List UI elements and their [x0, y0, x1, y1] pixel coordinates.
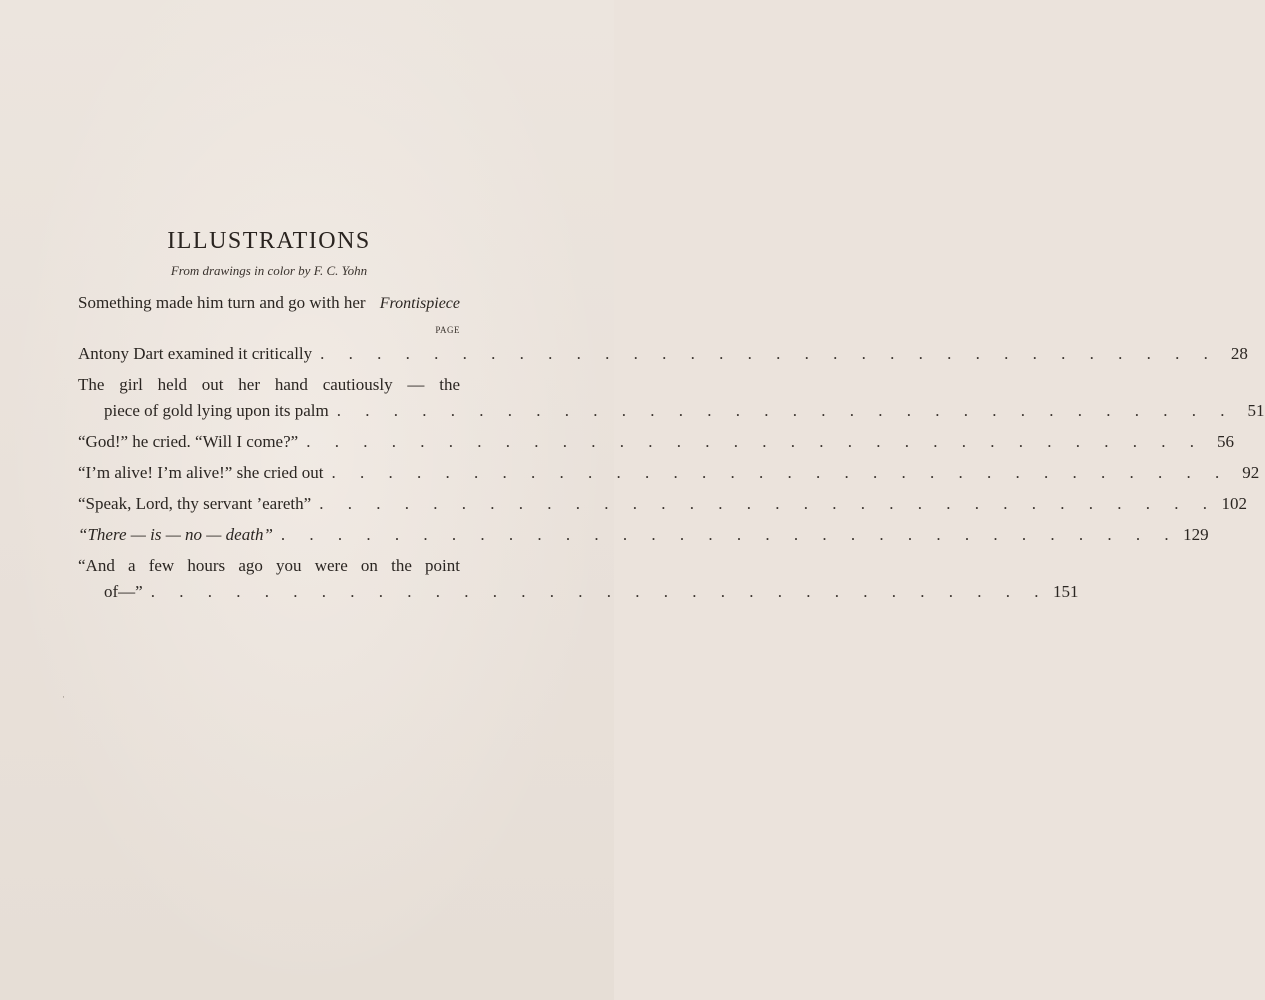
- page-title: ILLUSTRATIONS: [167, 228, 371, 254]
- illustration-caption: “Speak, Lord, thy servant ’eareth”: [78, 494, 312, 513]
- dot-leader: . . . . . . . . . . . . . . . . . . . . . . . . . . . . . . . .: [319, 494, 1217, 513]
- dot-leader: . . . . . . . . . . . . . . . . . . . . . . . . . . . . . . . .: [306, 432, 1204, 451]
- frontispiece-label: Frontispiece: [379, 295, 460, 312]
- list-item: [78, 553, 1079, 605]
- list-item: [78, 491, 1247, 517]
- page-number: 56: [1216, 432, 1234, 451]
- dot-leader: . . . . . . . . . . . . . . . . . . . . . . . . . . . . . . . .: [336, 401, 1235, 420]
- list-item: [78, 429, 1234, 455]
- list-item: [78, 341, 1248, 367]
- dot-leader: . . . . . . . . . . . . . . . . . . . . . . . . . . . . . . . .: [150, 582, 1049, 601]
- list-item: [78, 460, 1260, 486]
- illustration-list: [78, 341, 1265, 605]
- illustration-caption: “I’m alive! I’m alive!” she cried out: [78, 463, 324, 482]
- dot-leader: . . . . . . . . . . . . . . . . . . . . . . . . . . . . . . . .: [331, 463, 1230, 482]
- page-number: 92: [1242, 463, 1260, 482]
- illustration-caption-line2: of—”: [104, 582, 143, 601]
- illustration-caption: “God!” he cried. “Will I come?”: [78, 432, 299, 451]
- page-number: 129: [1183, 525, 1209, 544]
- page-number: 28: [1230, 344, 1248, 363]
- list-item: [78, 372, 1265, 424]
- page-number: 102: [1221, 494, 1247, 513]
- list-item: [78, 522, 1209, 548]
- illustration-caption: Antony Dart examined it critically: [78, 344, 313, 363]
- dot-leader: . . . . . . . . . . . . . . . . . . . . . . . . . . . . . . . .: [280, 525, 1179, 544]
- illustrations-list-section: [78, 228, 1265, 610]
- paper-speck: ·: [62, 692, 65, 702]
- page-column-label: PAGE: [435, 325, 460, 335]
- frontispiece-entry: [78, 293, 460, 313]
- page-subtitle: From drawings in color by F. C. Yohn: [170, 263, 368, 278]
- illustration-caption-line2: piece of gold lying upon its palm: [104, 401, 329, 420]
- illustration-caption: “There — is — no — death”: [78, 525, 273, 544]
- illustration-caption-line1: The girl held out her hand cautiously — the: [78, 375, 460, 394]
- page-number: 151: [1052, 582, 1079, 601]
- frontispiece-caption: Something made him turn and go with her: [78, 293, 366, 312]
- illustration-caption-line1: “And a few hours ago you were on the point: [78, 556, 460, 575]
- dot-leader: . . . . . . . . . . . . . . . . . . . . . . . . . . . . . . . .: [320, 344, 1218, 363]
- page-number: 51: [1247, 401, 1265, 420]
